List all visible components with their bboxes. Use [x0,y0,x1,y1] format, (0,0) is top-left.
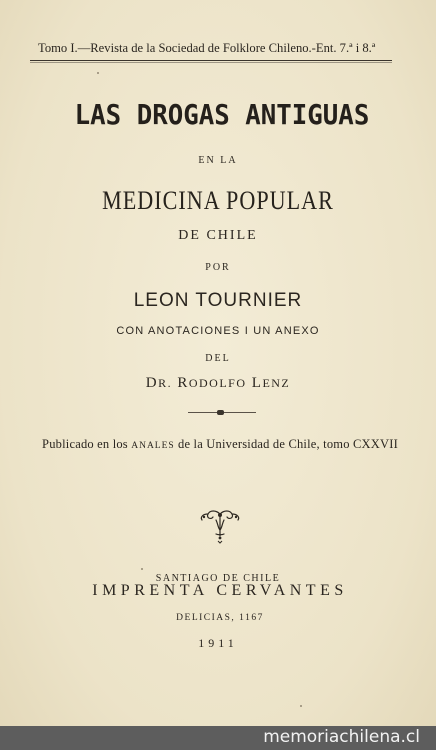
imprint-printer: IMPRENTA CERVANTES [92,582,348,599]
publication-note [2,437,436,452]
del-text: DEL [205,353,231,364]
main-title: LAS DROGAS ANTIGUAS [74,98,370,131]
imprint-address: DELICIAS, 1167 [176,613,264,623]
paper-speck [97,72,99,74]
publication-note-anales: ANALES [131,441,175,451]
paper-speck [141,568,143,570]
subtitle: MEDICINA POPULAR [102,186,334,215]
editor-prefix-smallcaps: R. [158,376,173,390]
header-rule [30,60,392,61]
editor-last-initial: L [251,375,263,391]
series-header: Tomo I.—Revista de la Sociedad de Folklore Chileno.-Ent. 7.ª i 8.ª [38,41,376,55]
annotations-line: CON ANOTACIONES I UN ANEXO [116,325,320,337]
editor-prefix: D [145,375,159,391]
floral-ornament-icon [196,508,244,544]
watermark-bar [0,726,436,750]
editor-name [0,375,436,392]
publication-note-post: de la Universidad de Chile, tomo CXXVII [178,437,398,451]
header-rule-thin [30,62,392,63]
de-chile-text: DE CHILE [178,228,258,243]
por-text: POR [205,262,231,273]
publication-note-pre: Publicado en los [42,437,128,451]
imprint-year: 1911 [198,636,238,650]
en-la-text: EN LA [198,155,238,166]
separator-dot [217,410,224,415]
author-name: LEON TOURNIER [133,290,303,311]
paper-speck [300,705,302,707]
editor-first-rest: ODOLFO [188,376,247,390]
editor-last-rest: ENZ [262,376,291,390]
editor-first-initial: R [177,375,189,391]
watermark-text: memoriachilena.cl [263,727,420,747]
imprint-city: SANTIAGO DE CHILE [155,573,281,584]
